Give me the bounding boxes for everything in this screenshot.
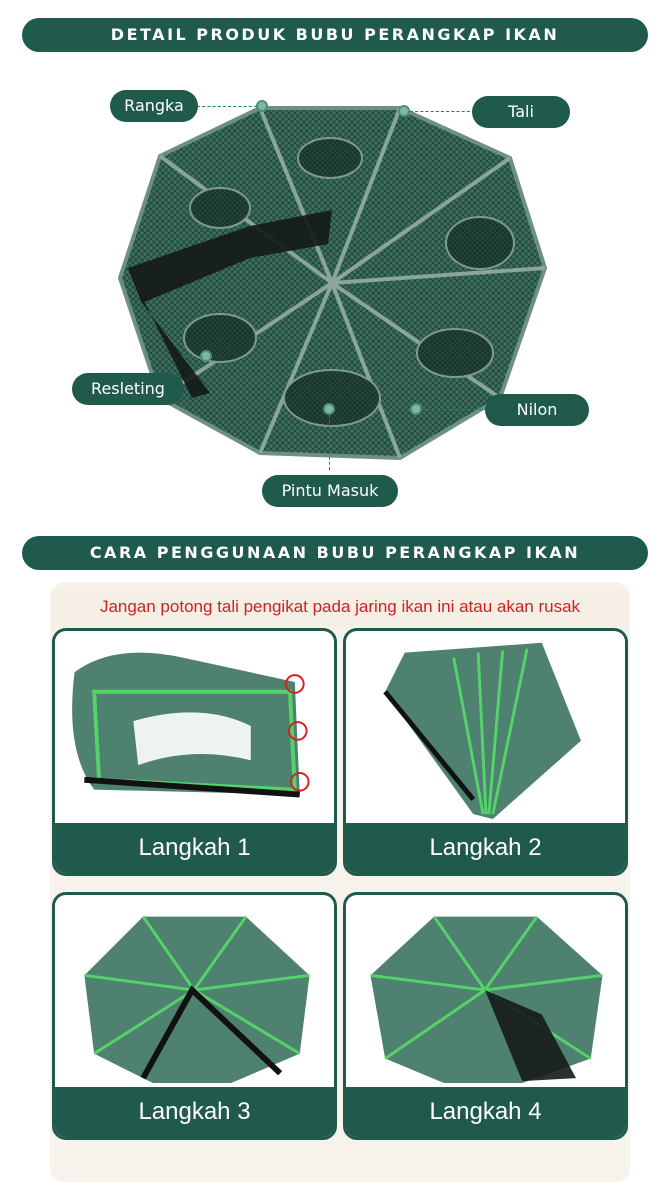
step-4-image [346,895,625,1087]
step-2-label: Langkah 2 [346,823,625,873]
step-card-4 [343,892,628,1140]
step-1-label: Langkah 1 [55,823,334,873]
step-card-1 [52,628,337,876]
nilon-leader [422,409,487,410]
tali-leader [410,111,475,112]
tali-marker [398,105,410,117]
rangka-label: Rangka [110,90,198,122]
usage-banner: CARA PENGGUNAAN BUBU PERANGKAP IKAN [22,536,648,570]
product-detail-area [0,60,669,520]
pintu-masuk-leader [329,415,330,470]
warning-text: Jangan potong tali pengikat pada jaring ikan ini atau akan rusak [52,586,628,628]
step-4-label: Langkah 4 [346,1087,625,1137]
nilon-marker [410,403,422,415]
resleting-label: Resleting [72,373,184,405]
resleting-leader [182,356,202,357]
step-3-image [55,895,334,1087]
step-card-3 [52,892,337,1140]
fish-trap-illustration [100,98,570,518]
step-2-image [346,631,625,823]
pintu-masuk-label: Pintu Masuk [262,475,398,507]
step-1-image [55,631,334,823]
nilon-label: Nilon [485,394,589,426]
rangka-marker [256,100,268,112]
step-3-label: Langkah 3 [55,1087,334,1137]
rangka-leader [197,106,257,107]
step-card-2 [343,628,628,876]
tali-label: Tali [472,96,570,128]
detail-banner: DETAIL PRODUK BUBU PERANGKAP IKAN [22,18,648,52]
pintu-masuk-marker [323,403,335,415]
